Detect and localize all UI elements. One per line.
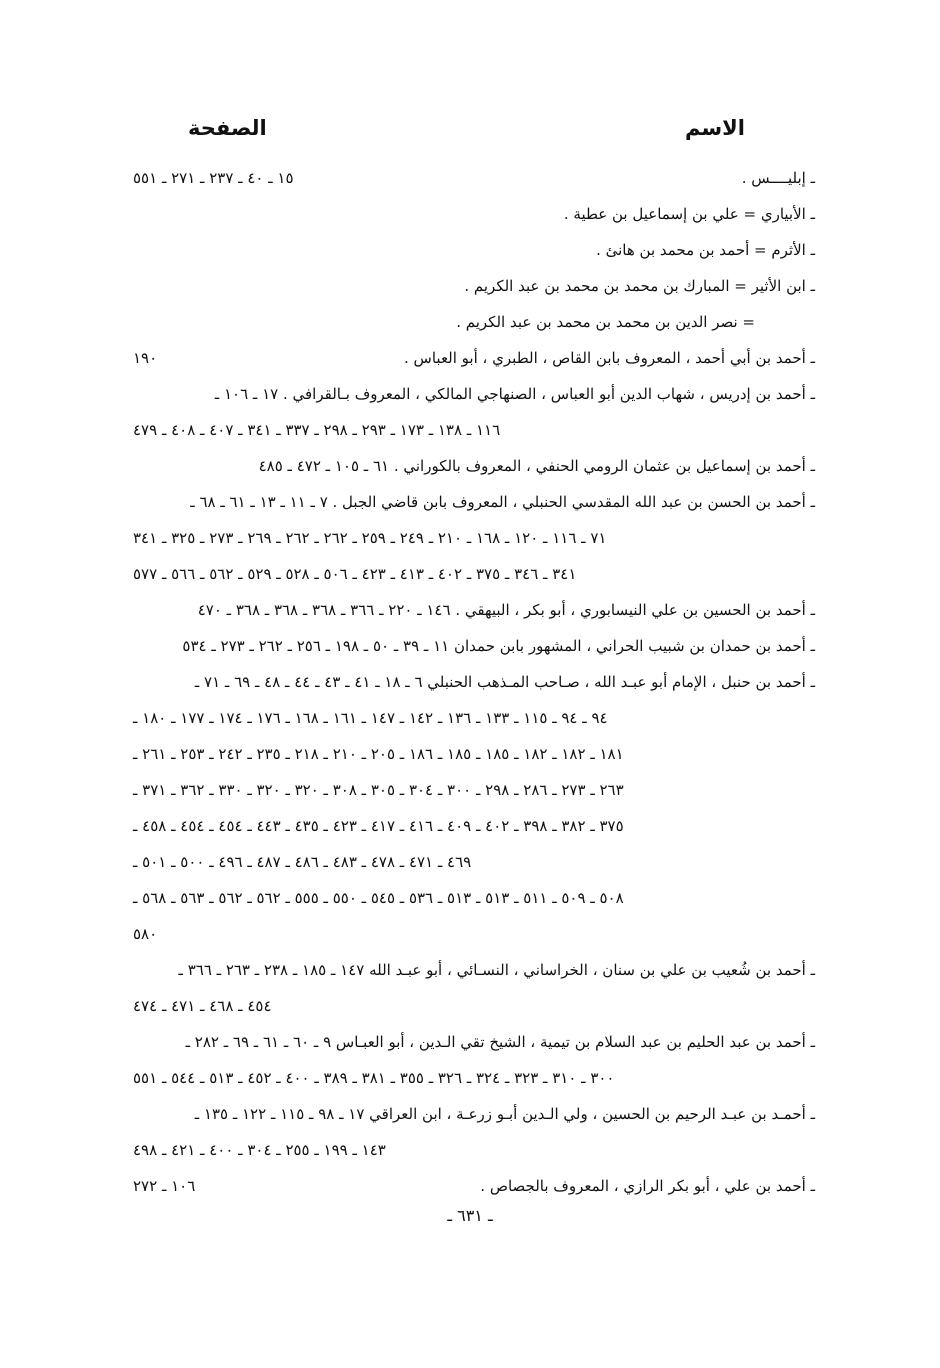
index-entry-row (125, 1132, 815, 1168)
entry-name: ـ أحمـد بن عبـد الرحيم بن الحسين ، ولي الـدين أبـو زرعـة ، ابن العراقي ١٧ ـ ٩٨ ـ ١١٥ ـ ١٢٢ ـ ١٣٥ ـ (194, 1105, 815, 1123)
index-entry-row (125, 556, 815, 592)
entry-pages: ٣٧٥ ـ ٣٨٢ ـ ٣٩٨ ـ ٤٠٢ ـ ٤٠٩ ـ ٤١٦ ـ ٤١٧ ـ ٤٢٣ ـ ٤٣٥ ـ ٤٤٣ ـ ٤٥٤ ـ ٤٥٤ ـ ٤٥٨ ـ (133, 817, 624, 835)
index-entry-row (125, 232, 815, 268)
entry-pages: ١٤٣ ـ ١٩٩ ـ ٢٥٥ ـ ٣٠٤ ـ ٤٠٠ ـ ٤٢١ ـ ٤٩٨ (133, 1141, 386, 1159)
index-entry-row (125, 1168, 815, 1204)
index-entry-row (125, 628, 815, 664)
index-entries (125, 160, 815, 1204)
entry-name: ـ الأبياري = علي بن إسماعيل بن عطية . (563, 205, 815, 223)
entry-pages: ١٠٦ ـ ٢٧٢ (133, 1177, 196, 1195)
entry-pages: ١٥ ـ ٤٠ ـ ٢٣٧ ـ ٢٧١ ـ ٥٥١ (133, 169, 294, 187)
entry-name: ـ أحمد بن أبي أحمد ، المعروف بابن القاص ، الطبري ، أبو العباس . (404, 349, 815, 367)
index-entry-row (125, 448, 815, 484)
entry-name: ـ إبليــــس . (741, 169, 815, 187)
name-column-header: الاسم (685, 116, 745, 140)
entry-name: ـ أحمد بن الحسين بن علي النيسابوري ، أبو بكر ، البيهقي . ١٤٦ ـ ٢٢٠ ـ ٣٦٦ ـ ٣٦٨ ـ ٣٦٨ ـ ٣٦٨ ـ ٤٧٠ (197, 601, 815, 619)
entry-pages: ٤٦٩ ـ ٤٧١ ـ ٤٧٨ ـ ٤٨٣ ـ ٤٨٦ ـ ٤٨٧ ـ ٤٩٦ ـ ٥٠٠ ـ ٥٠١ ـ (133, 853, 472, 871)
index-entry-row (125, 880, 815, 916)
entry-name: ـ أحمد بن عبد الحليم بن عبد السلام بن تيمية ، الشيخ تقي الـدين ، أبو العبـاس ٩ ـ ٦٠ ـ ٦١ ـ ٦٩ ـ ٢٨٢ ـ (185, 1033, 815, 1051)
entry-pages: ٣٤١ ـ ٣٤٦ ـ ٣٧٥ ـ ٤٠٢ ـ ٤١٣ ـ ٤٢٣ ـ ٥٠٦ ـ ٥٢٨ ـ ٥٢٩ ـ ٥٦٢ ـ ٥٦٦ ـ ٥٧٧ (133, 565, 577, 583)
entry-name: ـ أحمد بن شُعيب بن علي بن سنان ، الخراساني ، النسـائي ، أبو عبـد الله ١٤٧ ـ ١٨٥ ـ ٢٣٨ ـ ٢٦٣ ـ ٣٦٦ ـ (178, 961, 815, 979)
entry-pages: ٥٠٨ ـ ٥٠٩ ـ ٥١١ ـ ٥١٣ ـ ٥١٣ ـ ٥٣٦ ـ ٥٤٥ ـ ٥٥٠ ـ ٥٥٥ ـ ٥٦٢ ـ ٥٦٢ ـ ٥٦٣ ـ ٥٦٨ ـ (133, 889, 624, 907)
entry-pages: ١٨١ ـ ١٨٢ ـ ١٨٢ ـ ١٨٥ ـ ١٨٥ ـ ١٨٦ ـ ٢٠٥ ـ ٢١٠ ـ ٢١٨ ـ ٢٣٥ ـ ٢٤٢ ـ ٢٥٣ ـ ٢٦١ ـ (133, 745, 624, 763)
index-entry-row (125, 772, 815, 808)
entry-name: ـ أحمد بن الحسن بن عبد الله المقدسي الحنبلي ، المعروف بابن قاضي الجبل . ٧ ـ ١١ ـ ١٣ ـ ٦١ ـ ٦٨ ـ (190, 493, 815, 511)
index-entry-row (125, 1024, 815, 1060)
entry-pages: ٥٨٠ (133, 925, 158, 943)
index-entry-row (125, 304, 815, 340)
entry-name: ـ ابن الأثير = المبارك بن محمد بن محمد بن عبد الكريم . (464, 277, 815, 295)
entry-name: ـ أحمد بن حنبل ، الإمام أبو عبـد الله ، صـاحب المـذهب الحنبلي ٦ ـ ١٨ ـ ٤١ ـ ٤٣ ـ ٤٤ ـ ٤٨ ـ ٦٩ ـ ٧١ ـ (194, 673, 815, 691)
entry-pages: ٩٤ ـ ٩٤ ـ ١١٥ ـ ١٣٣ ـ ١٣٦ ـ ١٤٢ ـ ١٤٧ ـ ١٦١ ـ ١٦٨ ـ ١٧٦ ـ ١٧٤ ـ ١٧٧ ـ ١٨٠ ـ (133, 709, 608, 727)
page-column-header: الصفحة (188, 116, 267, 140)
page-number: ـ ٦٣١ ـ (447, 1206, 493, 1225)
entry-pages: ١١٦ ـ ١٣٨ ـ ١٧٣ ـ ٢٩٣ ـ ٢٩٨ ـ ٣٣٧ ـ ٣٤١ ـ ٤٠٧ ـ ٤٠٨ ـ ٤٧٩ (133, 421, 501, 439)
index-entry-row (125, 484, 815, 520)
entry-pages: ٤٥٤ ـ ٤٦٨ ـ ٤٧١ ـ ٤٧٤ (133, 997, 272, 1015)
index-entry-row (125, 700, 815, 736)
entry-name: ـ الأثرم = أحمد بن محمد بن هانئ . (596, 241, 815, 259)
index-entry-row (125, 376, 815, 412)
entry-pages: ٣٠٠ ـ ٣١٠ ـ ٣٢٣ ـ ٣٢٤ ـ ٣٢٦ ـ ٣٥٥ ـ ٣٨١ ـ ٣٨٩ ـ ٤٠٠ ـ ٤٥٢ ـ ٥١٣ ـ ٥٤٤ ـ ٥٥١ (133, 1069, 615, 1087)
entry-pages: ٧١ ـ ١١٦ ـ ١٢٠ ـ ١٦٨ ـ ٢١٠ ـ ٢٤٩ ـ ٢٥٩ ـ ٢٦٢ ـ ٢٦٢ ـ ٢٦٩ ـ ٢٧٣ ـ ٣٢٥ ـ ٣٤١ (133, 529, 607, 547)
index-entry-row (125, 340, 815, 376)
entry-pages: ٢٦٣ ـ ٢٧٣ ـ ٢٨٦ ـ ٢٩٨ ـ ٣٠٠ ـ ٣٠٤ ـ ٣٠٥ ـ ٣٠٨ ـ ٣٢٠ ـ ٣٢٠ ـ ٣٣٠ ـ ٣٦٢ ـ ٣٧١ ـ (133, 781, 624, 799)
index-entry-row (125, 160, 815, 196)
index-entry-row (125, 808, 815, 844)
entry-name: ـ أحمد بن علي ، أبو بكر الرازي ، المعروف بالجصاص . (480, 1177, 815, 1195)
index-entry-row (125, 1060, 815, 1096)
entry-name: = نصر الدين بن محمد بن محمد بن عبد الكريم . (456, 313, 755, 331)
index-entry-row (125, 1096, 815, 1132)
entry-name: ـ أحمد بن إسماعيل بن عثمان الرومي الحنفي ، المعروف بالكوراني . ٦١ ـ ١٠٥ ـ ٤٧٢ ـ ٤٨٥ (258, 457, 815, 475)
entry-name: ـ أحمد بن حمدان بن شبيب الحراني ، المشهور بابن حمدان ١١ ـ ٣٩ ـ ٥٠ ـ ١٩٨ ـ ٢٥٦ ـ ٢٦٢ ـ ٢٧٣ ـ ٥٣٤ (182, 637, 815, 655)
index-entry-row (125, 988, 815, 1024)
index-entry-row (125, 916, 815, 952)
index-entry-row (125, 664, 815, 700)
index-entry-row (125, 520, 815, 556)
index-entry-row (125, 268, 815, 304)
index-entry-row (125, 952, 815, 988)
index-entry-row (125, 736, 815, 772)
entry-name: ـ أحمد بن إدريس ، شهاب الدين أبو العباس ، الصنهاجي المالكي ، المعروف بـالقرافي . ١٧ ـ ١٠٦ ـ (214, 385, 815, 403)
index-entry-row (125, 412, 815, 448)
index-entry-row (125, 592, 815, 628)
entry-pages: ١٩٠ (133, 349, 158, 367)
index-entry-row (125, 844, 815, 880)
index-entry-row (125, 196, 815, 232)
